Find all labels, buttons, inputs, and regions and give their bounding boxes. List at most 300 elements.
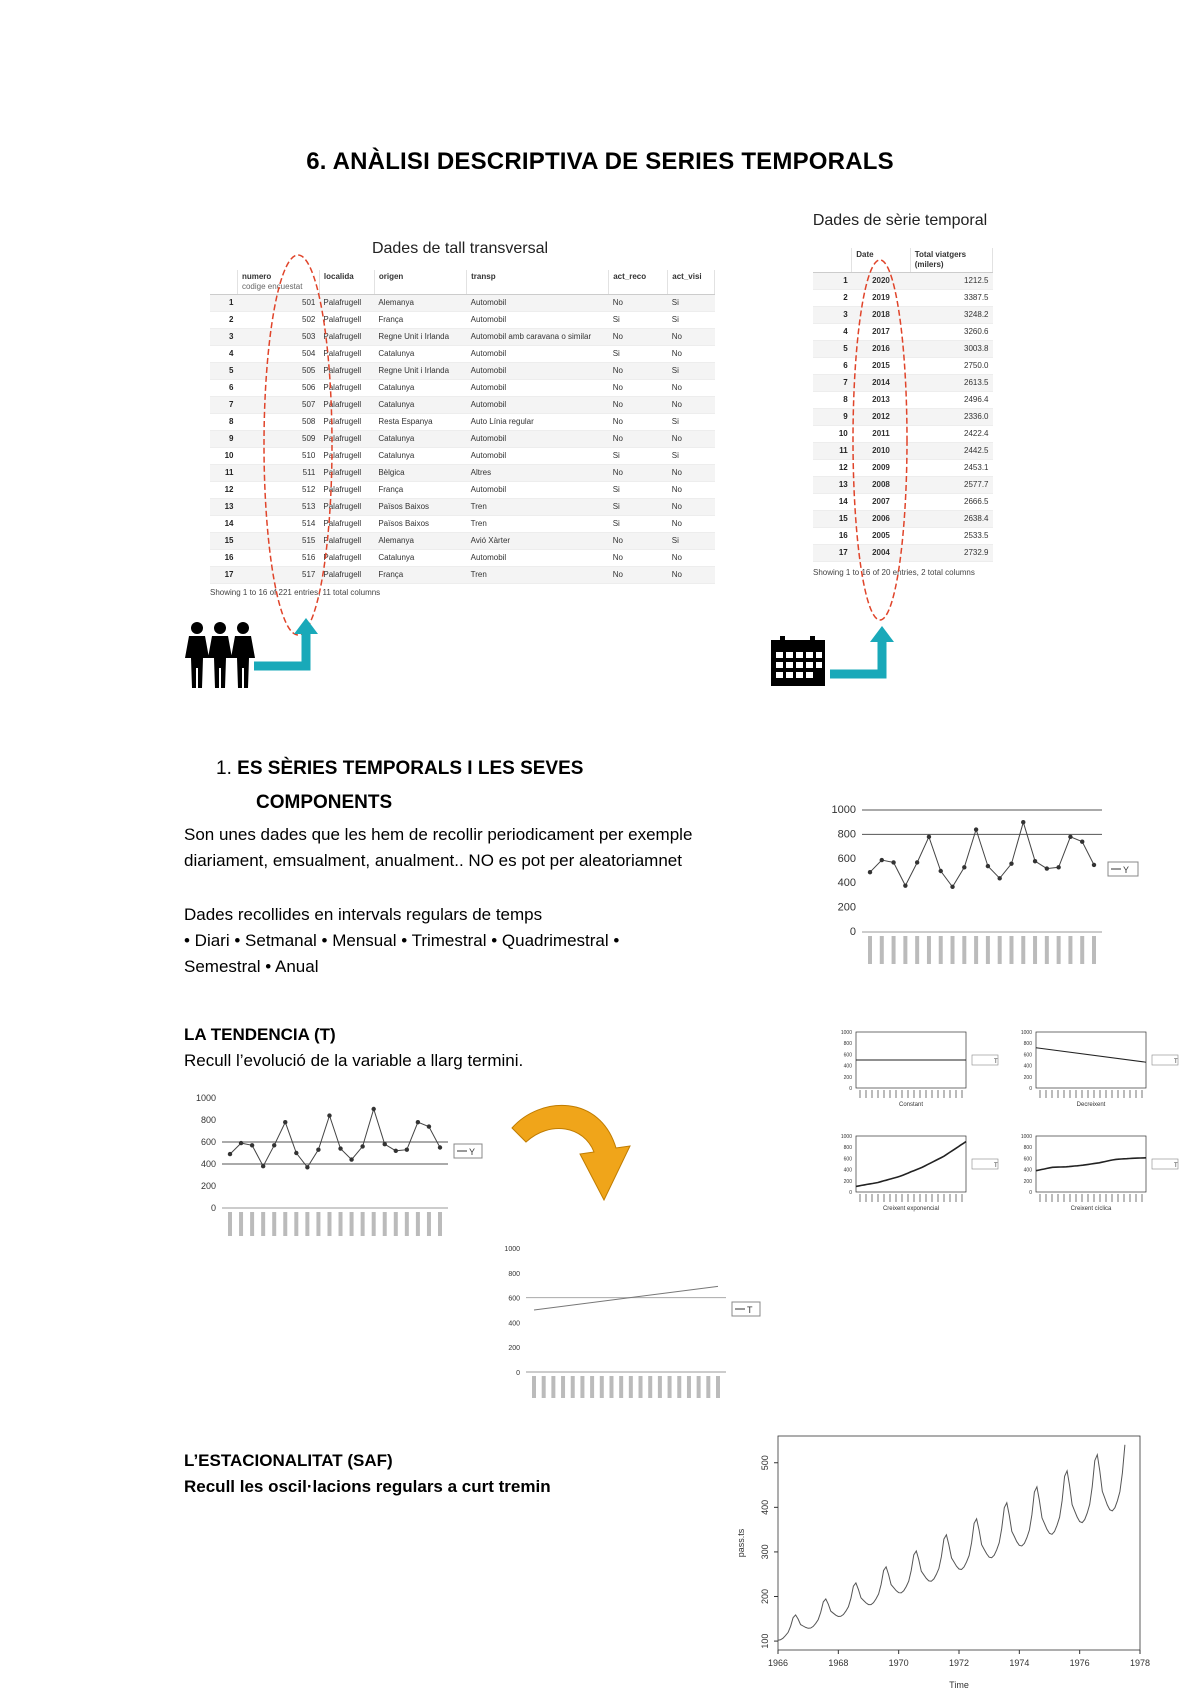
cross-table-caption: Dades de tall transversal [371, 240, 549, 257]
table-cell: 505 [237, 363, 319, 380]
table-cell: Si [609, 346, 668, 363]
x-tick-label [706, 1376, 710, 1398]
x-tick-label [943, 1090, 945, 1098]
cross-col-transp[interactable]: transp [467, 270, 609, 295]
table-cell: Automobil [467, 431, 609, 448]
table-cell: 2422.4 [910, 426, 992, 443]
cross-col-act-visi[interactable]: act_visi [668, 270, 715, 295]
row-index: 1 [210, 295, 237, 312]
panel-caption: Creixent cíclica [1070, 1206, 1112, 1212]
table-cell: Palafrugell [319, 516, 374, 533]
cross-col-localida[interactable]: localida [319, 270, 374, 295]
x-axis-label: Time [949, 1680, 969, 1690]
table-cell: 508 [237, 414, 319, 431]
data-point [283, 1120, 287, 1124]
y-tick-label: 800 [837, 828, 856, 841]
table-cell: Automobil [467, 346, 609, 363]
table-cell: Regne Unit i Irlanda [374, 329, 466, 346]
table-cell: 2010 [852, 443, 910, 460]
data-point [1092, 863, 1096, 867]
x-tick-label [951, 936, 955, 964]
x-tick-label [1117, 1194, 1119, 1202]
x-tick-label [1099, 1194, 1101, 1202]
table-cell: Palafrugell [319, 465, 374, 482]
x-tick-label [1063, 1194, 1065, 1202]
y-tick-label: 200 [843, 1074, 852, 1081]
table-cell: No [668, 380, 715, 397]
x-tick-label [961, 1090, 963, 1098]
x-tick-label [305, 1212, 309, 1236]
table-cell: Palafrugell [319, 312, 374, 329]
row-index: 6 [210, 380, 237, 397]
row-index: 13 [210, 499, 237, 516]
y-tick-label: 400 [843, 1167, 852, 1174]
table-cell: Si [609, 482, 668, 499]
data-point [974, 827, 978, 831]
table-cell: Si [609, 312, 668, 329]
table-cell: Palafrugell [319, 499, 374, 516]
y-tick-label: 0 [516, 1370, 520, 1377]
data-point [427, 1124, 431, 1128]
row-index: 5 [813, 341, 852, 358]
table-cell: 511 [237, 465, 319, 482]
table-cell: 501 [237, 295, 319, 312]
x-tick-label [919, 1194, 921, 1202]
table-cell: 2453.1 [910, 460, 992, 477]
x-tick-label [889, 1090, 891, 1098]
y-tick-label: 0 [849, 926, 856, 938]
x-tick-label [903, 936, 907, 964]
row-index: 15 [210, 533, 237, 550]
legend-label: Y [469, 1147, 476, 1157]
table-cell: 3248.2 [910, 307, 992, 324]
table-cell: No [609, 414, 668, 431]
x-tick-label [889, 1194, 891, 1202]
table-cell: 3387.5 [910, 290, 992, 307]
row-index: 7 [210, 397, 237, 414]
table-cell: Alemanya [374, 295, 466, 312]
x-tick-label [372, 1212, 376, 1236]
table-cell: Si [609, 499, 668, 516]
data-point [986, 864, 990, 868]
x-tick-label [931, 1090, 933, 1098]
x-tick-label [1045, 1090, 1047, 1098]
x-tick-label [416, 1212, 420, 1236]
data-point [316, 1148, 320, 1152]
table-cell: Palafrugell [319, 397, 374, 414]
x-tick-label [1069, 1194, 1071, 1202]
y-tick-label: 600 [837, 852, 856, 865]
data-point [1068, 835, 1072, 839]
y-tick-label: 500 [760, 1455, 770, 1471]
row-index: 3 [813, 307, 852, 324]
x-tick-label [955, 1194, 957, 1202]
x-tick-label [239, 1212, 243, 1236]
y-tick-label: 1000 [504, 1246, 520, 1253]
table-cell: Automobil [467, 295, 609, 312]
x-tick-label [590, 1376, 594, 1398]
ts-table-caption: Dades de sèrie temporal [812, 212, 988, 229]
table-cell: 509 [237, 431, 319, 448]
table-cell: Palafrugell [319, 414, 374, 431]
data-point [1045, 866, 1049, 870]
section-paragraph-2: Dades recollides en intervals regulars de temps • Diari • Setmanal • Mensual • Trimestral • Quadrimestral • Semestral • Anual [184, 905, 620, 976]
legend-label: T [1174, 1059, 1178, 1065]
row-index: 12 [813, 460, 852, 477]
table-cell: No [609, 533, 668, 550]
x-tick-label [859, 1090, 861, 1098]
y-tick-label: 400 [760, 1499, 770, 1515]
y-tick-label: 300 [760, 1544, 770, 1560]
table-cell: Tren [467, 567, 609, 584]
table-cell: Palafrugell [319, 363, 374, 380]
table-cell: Automobil amb caravana o similar [467, 329, 609, 346]
x-tick-label [394, 1212, 398, 1236]
chart-trend-t [492, 1240, 772, 1400]
table-cell: Si [609, 516, 668, 533]
table-cell: Altres [467, 465, 609, 482]
table-cell: 516 [237, 550, 319, 567]
curved-arrow-icon [500, 1090, 640, 1250]
table-cell: Automobil [467, 397, 609, 414]
data-point [338, 1146, 342, 1150]
people-icon [186, 620, 254, 690]
x-tick-label [927, 936, 931, 964]
data-point [868, 870, 872, 874]
y-tick-label: 1000 [840, 1134, 852, 1140]
x-tick-label [350, 1212, 354, 1236]
row-index: 6 [813, 358, 852, 375]
x-tick-label [1051, 1194, 1053, 1202]
x-tick-label: 1970 [888, 1658, 909, 1668]
estacionalitat-heading: L’ESTACIONALITAT (SAF) [184, 1451, 393, 1470]
x-tick-label [1117, 1090, 1119, 1098]
table-cell: 513 [237, 499, 319, 516]
table-cell: Palafrugell [319, 550, 374, 567]
row-index: 2 [813, 290, 852, 307]
x-tick-label: 1968 [828, 1658, 849, 1668]
table-cell: 2613.5 [910, 375, 992, 392]
table-cell: No [668, 567, 715, 584]
x-tick-label [925, 1090, 927, 1098]
data-point [305, 1165, 309, 1169]
table-cell: No [609, 380, 668, 397]
x-tick-label [1081, 1090, 1083, 1098]
x-tick-label [542, 1376, 546, 1398]
table-cell: No [609, 397, 668, 414]
table-cell: 2018 [852, 307, 910, 324]
highlight-ellipse-cross [264, 255, 332, 635]
x-tick-label [1093, 1090, 1095, 1098]
x-tick-label [895, 1194, 897, 1202]
table-cell: Palafrugell [319, 567, 374, 584]
table-cell: Tren [467, 516, 609, 533]
x-tick-label [1057, 1194, 1059, 1202]
data-point [1056, 865, 1060, 869]
cross-col-act-reco[interactable]: act_reco [609, 270, 668, 295]
table-cell: Regne Unit i Irlanda [374, 363, 466, 380]
x-tick-label [939, 936, 943, 964]
series-line [534, 1286, 718, 1310]
x-tick-label [438, 1212, 442, 1236]
table-cell: 2006 [852, 511, 910, 528]
table-cell: 517 [237, 567, 319, 584]
row-index: 10 [210, 448, 237, 465]
table-cell: Catalunya [374, 380, 466, 397]
data-point [272, 1143, 276, 1147]
x-tick-label [883, 1194, 885, 1202]
table-cell: No [668, 329, 715, 346]
table-cell: 2336.0 [910, 409, 992, 426]
x-tick-label [1075, 1194, 1077, 1202]
section-paragraph-1: Son unes dades que les hem de recollir periodicament per exemple diariament, emsualment, anualment.. NO es pot per aleatoriamnet [184, 825, 693, 870]
data-point [891, 860, 895, 864]
data-point [997, 876, 1001, 880]
y-tick-label: 0 [1029, 1086, 1032, 1092]
table-cell: No [609, 550, 668, 567]
data-point [950, 885, 954, 889]
x-tick-label [955, 1090, 957, 1098]
table-cell: França [374, 312, 466, 329]
x-tick-label [877, 1194, 879, 1202]
table-cell: 503 [237, 329, 319, 346]
chart-series-y-left [184, 1090, 494, 1238]
section-heading: 1. ES SÈRIES TEMPORALS I LES SEVES [216, 758, 584, 779]
y-tick-label: 200 [508, 1345, 520, 1353]
row-index: 8 [813, 392, 852, 409]
y-tick-label: 800 [843, 1145, 852, 1152]
table-cell: No [668, 550, 715, 567]
x-tick-label [877, 1090, 879, 1098]
panel-caption: Constant [898, 1102, 924, 1108]
x-tick-label [925, 1194, 927, 1202]
table-cell: Automobil [467, 550, 609, 567]
panel-caption: Creixent exponencial [882, 1206, 940, 1212]
data-point [1021, 820, 1025, 824]
x-tick-label [1123, 1194, 1125, 1202]
table-cell: 2442.5 [910, 443, 992, 460]
panel-caption: Decreixent [1076, 1102, 1106, 1108]
table-cell: 506 [237, 380, 319, 397]
y-tick-label: 200 [1023, 1074, 1032, 1081]
x-tick-label [1069, 1090, 1071, 1098]
y-tick-label: 200 [200, 1181, 216, 1191]
table-cell: 2666.5 [910, 494, 992, 511]
y-tick-label: 600 [1023, 1052, 1032, 1059]
turn-up-arrow-icon [254, 618, 324, 676]
x-tick-label [1105, 1090, 1107, 1098]
table-cell: Automobil [467, 312, 609, 329]
x-tick-label [1141, 1194, 1143, 1202]
table-cell: 2017 [852, 324, 910, 341]
y-tick-label: 200 [843, 1178, 852, 1185]
y-tick-label: 400 [1023, 1063, 1032, 1070]
y-tick-label: 600 [1023, 1156, 1032, 1163]
table-cell: Tren [467, 499, 609, 516]
x-tick-label [619, 1376, 623, 1398]
x-tick-label [609, 1376, 613, 1398]
x-tick-label [1051, 1090, 1053, 1098]
x-tick-label [998, 936, 1002, 964]
x-tick-label [383, 1212, 387, 1236]
chart-series-y-top [820, 798, 1150, 970]
table-cell: Resta Espanya [374, 414, 466, 431]
table-cell: Si [668, 533, 715, 550]
ts-col-date[interactable]: Date [852, 248, 910, 273]
data-point [349, 1157, 353, 1161]
estacionalitat-text: Recull les oscil·lacions regulars a curt tremin [184, 1477, 551, 1496]
x-tick-label [677, 1376, 681, 1398]
row-index: 5 [210, 363, 237, 380]
table-cell: 2013 [852, 392, 910, 409]
table-cell: Automobil [467, 363, 609, 380]
data-point [915, 860, 919, 864]
x-tick-label: 1966 [767, 1658, 789, 1668]
ts-col-total[interactable]: Total viatgers (milers) [910, 248, 992, 273]
highlight-ellipse-ts [853, 260, 907, 620]
table-cell: 2004 [852, 545, 910, 562]
table-cell: 510 [237, 448, 319, 465]
table-cell: 2008 [852, 477, 910, 494]
table-cell: No [609, 329, 668, 346]
table-cell: No [668, 482, 715, 499]
x-tick-label [913, 1090, 915, 1098]
y-tick-label: 800 [1023, 1145, 1032, 1152]
x-tick-label [668, 1376, 672, 1398]
x-tick-label [986, 936, 990, 964]
x-tick-label [1087, 1090, 1089, 1098]
x-tick-label [1045, 936, 1049, 964]
data-point [903, 883, 907, 887]
x-tick-label [961, 1194, 963, 1202]
table-cell: Automobil [467, 380, 609, 397]
y-tick-label: 400 [200, 1159, 216, 1169]
table-cell: 2750.0 [910, 358, 992, 375]
x-tick-label [600, 1376, 604, 1398]
table-cell: Automobil [467, 482, 609, 499]
x-tick-label [915, 936, 919, 964]
y-tick-label: 1000 [840, 1030, 852, 1036]
x-tick-label [1111, 1194, 1113, 1202]
row-index: 8 [210, 414, 237, 431]
x-tick-label [405, 1212, 409, 1236]
x-tick-label [532, 1376, 536, 1398]
table-cell: Palafrugell [319, 346, 374, 363]
x-tick-label [859, 1194, 861, 1202]
table-cell: Automobil [467, 448, 609, 465]
table-cell: Catalunya [374, 550, 466, 567]
data-point [1009, 861, 1013, 865]
x-tick-label [949, 1090, 951, 1098]
table-cell: No [609, 465, 668, 482]
x-tick-label [427, 1212, 431, 1236]
table-cell: No [668, 346, 715, 363]
table-cell: Països Baixos [374, 516, 466, 533]
x-tick-label: 1972 [948, 1658, 970, 1668]
x-tick-label [1045, 1194, 1047, 1202]
table-cell: 3003.8 [910, 341, 992, 358]
y-tick-label: 400 [837, 877, 856, 890]
y-tick-label: 800 [843, 1041, 852, 1048]
table-cell: 512 [237, 482, 319, 499]
x-tick-label [868, 936, 872, 964]
chart-passengers [730, 1428, 1160, 1694]
table-cell: 507 [237, 397, 319, 414]
row-index: 16 [813, 528, 852, 545]
x-tick-label [580, 1376, 584, 1398]
row-index: 16 [210, 550, 237, 567]
data-point [962, 865, 966, 869]
row-index: 11 [813, 443, 852, 460]
x-tick-label [716, 1376, 720, 1398]
table-cell: Si [668, 312, 715, 329]
table-cell: Catalunya [374, 431, 466, 448]
x-tick-label [1080, 936, 1084, 964]
legend-label: T [994, 1059, 998, 1065]
row-index: 12 [210, 482, 237, 499]
y-tick-label: 1000 [831, 804, 856, 816]
cross-col-origen[interactable]: origen [374, 270, 466, 295]
y-tick-label: 400 [1023, 1167, 1032, 1174]
x-tick-label [316, 1212, 320, 1236]
y-tick-label: 100 [760, 1633, 770, 1649]
data-point [927, 835, 931, 839]
x-tick-label [1141, 1090, 1143, 1098]
legend-label: T [1174, 1163, 1178, 1169]
data-point [1033, 859, 1037, 863]
table-cell: Catalunya [374, 346, 466, 363]
table-cell: Palafrugell [319, 380, 374, 397]
x-tick-label [907, 1090, 909, 1098]
x-tick-label [687, 1376, 691, 1398]
table-cell: Si [668, 448, 715, 465]
x-tick-label [361, 1212, 365, 1236]
legend-label: Y [1123, 865, 1130, 875]
calendar-icon [770, 636, 826, 688]
y-tick-label: 200 [1023, 1178, 1032, 1185]
data-point [239, 1141, 243, 1145]
x-tick-label [901, 1194, 903, 1202]
legend-label: T [994, 1163, 998, 1169]
table-cell: 2577.7 [910, 477, 992, 494]
data-point [416, 1120, 420, 1124]
table-cell: Palafrugell [319, 533, 374, 550]
x-tick-label [561, 1376, 565, 1398]
x-tick-label [283, 1212, 287, 1236]
table-cell: 2020 [852, 273, 910, 290]
table-cell: Avió Xàrter [467, 533, 609, 550]
y-tick-label: 200 [760, 1588, 770, 1605]
table-cell: França [374, 567, 466, 584]
table-cell: 2005 [852, 528, 910, 545]
row-index: 11 [210, 465, 237, 482]
y-tick-label: 0 [1029, 1190, 1032, 1196]
y-tick-label: 600 [843, 1156, 852, 1163]
x-tick-label [907, 1194, 909, 1202]
table-cell: No [668, 499, 715, 516]
table-cell: No [668, 397, 715, 414]
row-index: 10 [813, 426, 852, 443]
data-point [383, 1142, 387, 1146]
x-tick-label [658, 1376, 662, 1398]
row-index: 15 [813, 511, 852, 528]
cross-table-footer: Showing 1 to 16 of 221 entries, 11 total columns [210, 588, 381, 597]
row-index: 7 [813, 375, 852, 392]
x-tick-label [1129, 1090, 1131, 1098]
cross-col-numero[interactable]: numero codige encuestat [237, 270, 319, 295]
data-point [880, 858, 884, 862]
row-index: 4 [813, 324, 852, 341]
